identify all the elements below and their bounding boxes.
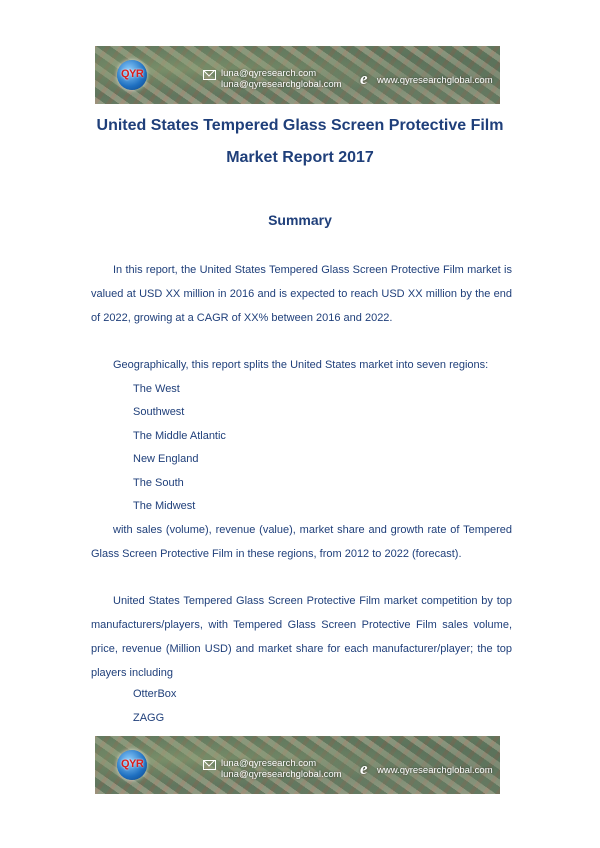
web-icon: e bbox=[360, 759, 368, 778]
footer-banner bbox=[95, 736, 500, 794]
list-item: New England bbox=[133, 453, 199, 465]
logo-text: QYR bbox=[121, 758, 144, 770]
email-link[interactable]: luna@qyresearch.com bbox=[221, 68, 317, 79]
list-item: The Middle Atlantic bbox=[133, 430, 226, 442]
paragraph: with sales (volume), revenue (value), market share and growth rate of Tempered Glass Screen Protective Film in these regions, from 2012 to 2022 (forecast). bbox=[91, 524, 512, 560]
page-title: United States Tempered Glass Screen Protective Film bbox=[96, 117, 504, 134]
list-item: ZAGG bbox=[133, 712, 165, 724]
mail-icon bbox=[203, 760, 216, 770]
list-item: OtterBox bbox=[133, 688, 177, 700]
list-item: Southwest bbox=[133, 406, 185, 418]
logo-text: QYR bbox=[121, 68, 144, 80]
paragraph: In this report, the United States Tempered Glass Screen Protective Film market is valued at USD XX million in 2016 and is expected to reach USD XX million by the end of 2022, growing at a CAGR of XX% between 2016 and 2022. bbox=[91, 264, 512, 324]
email-link[interactable]: luna@qyresearchglobal.com bbox=[221, 769, 342, 780]
email-link[interactable]: luna@qyresearch.com bbox=[221, 758, 317, 769]
website-link[interactable]: www.qyresearchglobal.com bbox=[377, 75, 493, 86]
page-title: Market Report 2017 bbox=[226, 149, 374, 166]
paragraph: Geographically, this report splits the United States market into seven regions: bbox=[113, 359, 489, 371]
paragraph: United States Tempered Glass Screen Protective Film market competition by top manufacturers/players, with Tempered Glass Screen Protective Film sales volume, price, revenue (Million USD) and market share for each manufacturer/player; the top players including bbox=[91, 595, 512, 679]
list-item: The West bbox=[133, 383, 180, 395]
list-item: The Midwest bbox=[133, 500, 196, 512]
mail-icon bbox=[203, 70, 216, 80]
section-heading: Summary bbox=[268, 212, 332, 228]
website-link[interactable]: www.qyresearchglobal.com bbox=[377, 765, 493, 776]
header-banner bbox=[95, 46, 500, 104]
email-link[interactable]: luna@qyresearchglobal.com bbox=[221, 79, 342, 90]
web-icon: e bbox=[360, 69, 368, 88]
list-item: The South bbox=[133, 477, 184, 489]
